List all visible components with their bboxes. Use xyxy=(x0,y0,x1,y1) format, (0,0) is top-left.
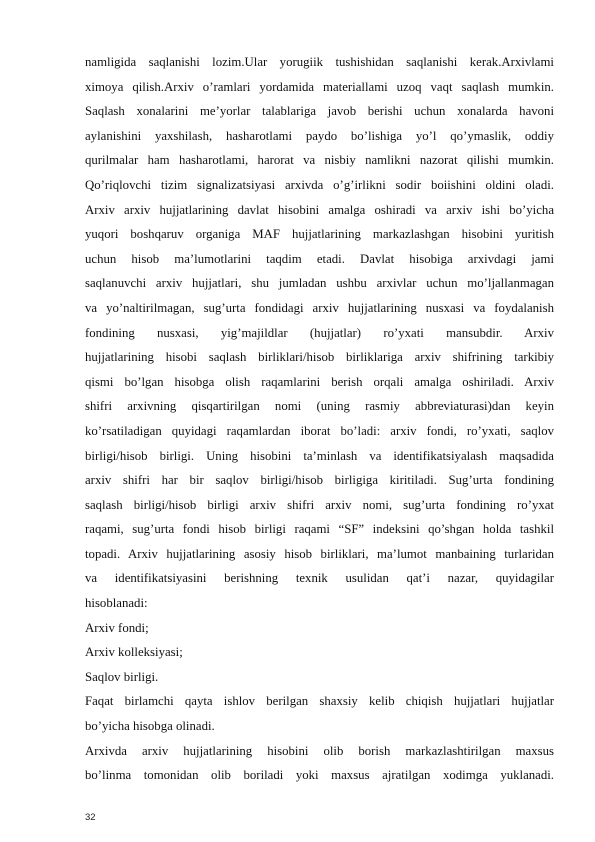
text-line: hujjatlarining hisobi saqlash birliklari/hisob birliklariga arxiv shifrining tarkibiy xyxy=(85,350,554,365)
body-text xyxy=(85,50,554,788)
text-line: va yo’naltirilmagan, sug’urta fondidagi arxiv hujjatlarining nusxasi va foydalanish xyxy=(85,300,554,315)
text-line: qurilmalar ham hasharotlami, harorat va nisbiy namlikni nazorat qilishi mumkin. xyxy=(85,153,554,168)
text-line: Arxiv kolleksiyasi; xyxy=(85,645,183,660)
text-line: fondining nusxasi, yig’majildlar (hujjatlar) ro’yxati mansubdir. Arxiv xyxy=(85,325,554,340)
text-line: Arxivda arxiv hujjatlarining hisobini olib borish markazlashtirilgan maxsus xyxy=(85,743,554,758)
text-line: hisoblanadi: xyxy=(85,596,148,611)
text-line: Saqlov birligi. xyxy=(85,669,159,684)
text-line: aylanishini yaxshilash, hasharotlami paydo bo’lishiga yo’l qo’ymaslik, oddiy xyxy=(85,128,554,143)
page-number: 32 xyxy=(85,812,96,823)
text-line: arxiv shifri har bir saqlov birligi/hisob birligiga kiritiladi. Sug’urta fondining xyxy=(85,473,554,488)
text-line: saqlanuvchi arxiv hujjatlari, shu jumladan ushbu arxivlar uchun mo’ljallanmagan xyxy=(85,276,554,291)
text-line: qismi bo’lgan hisobga olish raqamlarini berish orqali amalga oshiriladi. Arxiv xyxy=(85,374,554,389)
text-line: Qo’riqlovchi tizim signalizatsiyasi arxivda o’g’irlikni sodir boiishini oldini oladi. xyxy=(85,177,554,192)
text-line: Saqlash xonalarini me’yorlar talablariga javob berishi uchun xonalarda havoni xyxy=(85,104,554,119)
text-line: uchun hisob ma’lumotlarini taqdim etadi. Davlat hisobiga arxivdagi jami xyxy=(85,251,554,266)
text-line: va identifikatsiyasini berishning texnik usulidan qat’i nazar, quyidagilar xyxy=(85,571,554,586)
text-line: Arxiv arxiv hujjatlarining davlat hisobini amalga oshiradi va arxiv ishi bo’yicha xyxy=(85,202,554,217)
text-line: Arxiv fondi; xyxy=(85,620,149,635)
text-line: birligi/hisob birligi. Uning hisobini ta’minlash va identifikatsiyalash maqsadida xyxy=(85,448,554,463)
text-line: ximoya qilish.Arxiv o’ramlari yordamida materiallami uzoq vaqt saqlash mumkin. xyxy=(85,79,554,94)
text-line: yuqori boshqaruv organiga MAF hujjatlarining markazlashgan hisobini yuritish xyxy=(85,227,554,242)
text-line: namligida saqlanishi lozim.Ular yorugiik tushishidan saqlanishi kerak.Arxivlami xyxy=(85,55,554,69)
text-line: bo’linma tomonidan olib boriladi yoki maxsus ajratilgan xodimga yuklanadi. xyxy=(85,768,554,783)
text-line: topadi. Arxiv hujjatlarining asosiy hisob birliklari, ma’lumot manbaining turlaridan xyxy=(85,546,554,561)
text-line: shifri arxivning qisqartirilgan nomi (uning rasmiy abbreviaturasi)dan keyin xyxy=(85,399,554,414)
text-line: raqami, sug’urta fondi hisob birligi raqami “SF” indeksini qo’shgan holda tashkil xyxy=(85,522,554,537)
text-line: bo’yicha hisobga olinadi. xyxy=(85,719,215,734)
text-line: Faqat birlamchi qayta ishlov berilgan shaxsiy kelib chiqish hujjatlari hujjatlar xyxy=(85,694,554,709)
text-line: ko’rsatiladigan quyidagi raqamlardan iborat bo’ladi: arxiv fondi, ro’yxati, saqlov xyxy=(85,423,554,438)
text-line: saqlash birligi/hisob birligi arxiv shifri arxiv nomi, sug’urta fondining ro’yxat xyxy=(85,497,554,512)
